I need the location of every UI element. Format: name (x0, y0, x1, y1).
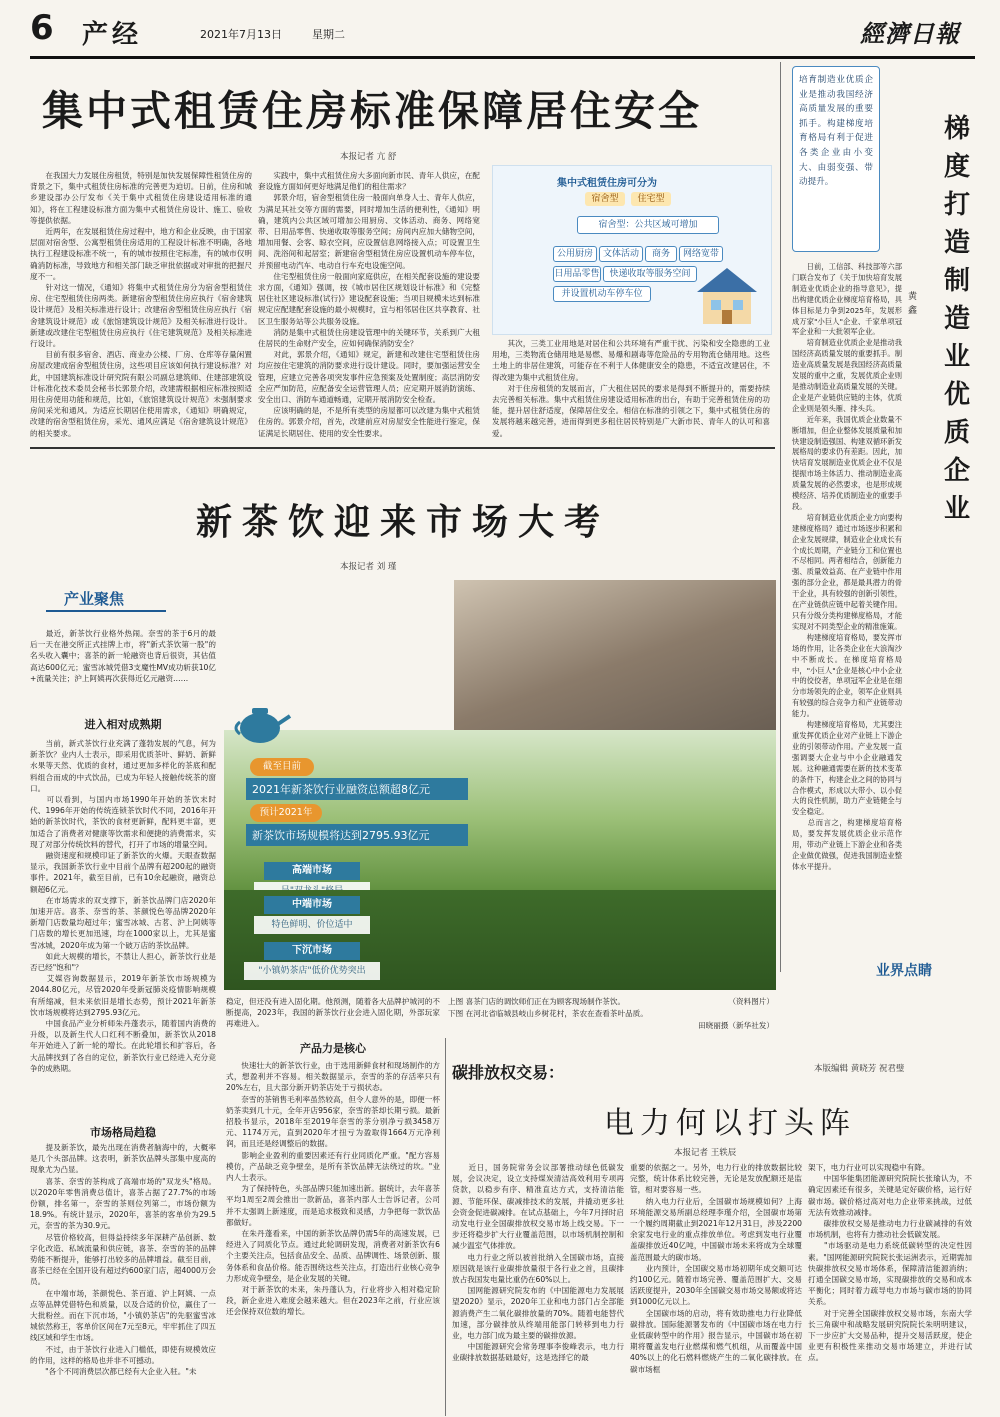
sidebar-quote-box (792, 66, 880, 252)
top-section-rule (30, 447, 775, 449)
facility-sports: 文体活动 (599, 246, 643, 262)
market-mid-desc: 特色鲜明、价位适中 (254, 916, 370, 934)
tea-column-2: 稳定，但还没有进入固化期。他预测，随着各大品牌护城河的不断提高，2023年，我国的新茶饮行业会进入固化期，外部玩家再难进入。 (226, 997, 440, 1029)
facility-retail: 日用品零售 (553, 266, 601, 282)
rental-column-1: 在我国大力发展住房租赁，特别是加快发展保障性租赁住房的背景之下，集中式租赁住房标准的完善更为迫切。日前，住房和城乡建设部办公厅发布《关于集中式租赁住房建设适用标准的通知》，将在工程建设标准方面为集中式租赁住房设计、施工、验收等提供依据。 近两年，在发展租赁住房过程中，地方和企业反映，由于国家层面对宿舍型、公寓型租赁住房适用的工程设计标准不明确，各地执行工程建设标准不统一，有的城市按照住宅标准，有的城市仅明确消防标准，导致地方和相关部门缺乏审批依据或对审批的把握尺度不一。 针对这一情况，《通知》将集中式租赁住房分为宿舍型租赁住房、住宅型租赁住房两类。新建宿舍型租赁住房应执行《宿舍建筑设计规范》及相关标准进行设计；改建宿舍型租赁住房应执行《宿舍建筑设计规范》或《旅馆建筑设计规范》及相关标准进行设计。新建或改建住宅型租赁住房应执行《住宅建筑规范》及相关标准进行设计。 目前有很多宿舍、酒店、商业办公楼、厂房、仓库等存量闲置房屋改建成宿舍型租赁住房，这些项目应该如何执行建设标准？对此，中国建筑标准设计研究院有限公司副总建筑师、住建部建筑设计标准化技术委员会秘书长郭景介绍，改建需根据相应标准按照适用住房使用功能和规范，比如，《旅馆建筑设计规范》未强制要求房间采光和通风。为适应长期居住使用需求，《通知》明确规定，改建的宿舍型租赁住房，采光、通风应满足《宿舍建筑设计规范》的相关要求。 (30, 171, 252, 438)
stat2-label: 预计2021年 (250, 804, 322, 822)
carbon-column-2: 重要的依据之一。另外，电力行业的排放数据比较完整，统计体系比较完善，无论是发放配额还是监管，相对要容易一些。 纳入电力行业后，全国碳市场规模如何？上海环境能源交易所副总经理李瑾介绍，全国碳市场第一个履约周期截止到2021年12月31日，涉及2200余家发电行业的重点排放单位。考虑到发电行业覆盖碳排放近40亿吨，中国碳市场未来将成为全球覆盖范围最大的碳市场。 业内预计，全国碳交易市场初期年成交额可达约100亿元。随着市场完善、覆盖范围扩大、交易活跃度提升，2030年全国碳交易市场交易额或将达到1000亿元以上。 全国碳市场的启动，将有效助推电力行业降低碳排放。国际能源署发布的《中国碳市场在电力行业低碳转型中的作用》报告显示，中国碳市场在初期将覆盖发电行业燃煤和燃气机组，从而覆盖中国40%以上的化石燃料燃烧产生的二氧化碳排放。在碳市场框 (630, 1163, 802, 1374)
rental-byline: 本报记者 亢 舒 (340, 152, 397, 162)
tea-subhead-mature: 进入相对成熟期 (84, 718, 162, 731)
carbon-byline: 本报记者 王轶辰 (674, 1148, 737, 1158)
sidebar-body: 日前，工信部、科技部等六部门联合发布了《关于加快培育发展制造业优质企业的指导意见》，提出构建优质企业梯度培育格局，具体目标是力争到2025年，发展形成万家"小巨人"企业、千家单项冠军企业和一大批领军企业。 培育制造业优质企业是推动我国经济高质量发展的重要抓手。制造业高质量发展是我国经济高质量发展的重中之重，发展优质企业则是推动制造业高质量发展的关键。企业是产业链供应链的主体，优质企业则是领头雁、排头兵。 近年来，我国优质企业数量不断增加，但企业整体发展质量和加快建设制造强国、构建双循环新发展格局的要求仍有差距。因此，加快培育发展制造业优质企业不仅是提振市场主体活力、推动制造业高质量发展的必然要求，也是形成规模经济、培养优质制造业的重要手段。 培育制造业优质企业方向要构建梯度格局？通过市场逐步积累和企业发展规律，制造业企业成长有个成长周期，产业链分工和位置也不尽相同。两者相结合，创新能力强、质量效益高、在产业链中作用强的部分企业，都是最具潜力的骨干企业，具有较强的创新引领性，在产业链供应链中起着关键作用。只有分级分类构建梯度格局，才能实现对不同类型企业的精准施策。 构建梯度培育格局，要发挥市场的作用，让各类企业在大浪淘沙中不断成长。在梯度培育格局中，"小巨人"企业是核心中小企业中的佼佼者，单项冠军企业是在细分市场领先的企业，领军企业则具有较强的综合竞争力和产业链带动能力。 构建梯度培育格局，尤其要注重发挥优质企业对产业链上下游企业的引领带动作用。产业发展一直强调要大企业与中小企业融通发展。这种融通需要在新的技术变革的条件下，构建企业之间的协同与合作模式，形成以大带小、以小促大的良性机制，助力产业链健全与安全稳定。 总而言之，构建梯度培育格局，要发挥发展优质企业示范作用，带动产业链上下游企业和各类企业做优做强，促进我国制造业整体水平提升。 (792, 262, 902, 871)
photo-caption-top-credit: （资料图片） (728, 997, 774, 1006)
tea-section-label-text: 产业聚焦 (64, 590, 125, 608)
facility-business: 商务 (645, 246, 677, 262)
market-high-title: 高端市场 (264, 862, 360, 880)
tea-section-label (46, 588, 166, 612)
tab-residential-type: 住宅型 (631, 192, 671, 206)
sidebar-author: 黄 鑫 (908, 292, 918, 316)
rental-infographic (492, 165, 772, 335)
photo-caption-bottom-credit: 田晓丽摄（新华社发） (698, 1021, 774, 1030)
rental-headline: 集中式租赁住房标准保障居住安全 (42, 87, 702, 135)
page-number: 6 (30, 8, 54, 48)
photo-caption-bottom: 下图 在河北省临城县岐山乡树花村，茶农在查看茶叶品质。 (448, 1009, 648, 1018)
tea-infographic-lower (224, 890, 776, 990)
sidebar-section-label: 业界点睛 (876, 963, 932, 979)
masthead-rule (30, 56, 975, 59)
stat1-label: 截至目前 (250, 758, 314, 776)
rental-infographic-title: 集中式租赁住房可分为 (557, 178, 657, 189)
facility-broadband: 网络宽带 (679, 246, 723, 262)
carbon-column-1: 近日，国务院常务会议部署推动绿色低碳发展，会议决定，设立支持煤炭清洁高效利用专项再贷款，以稳步有序、精准直达方式，支持清洁能源、节能环保、碳减排技术的发展，并撬动更多社会资金促进碳减排。在试点基础上，今年7月择时启动发电行业全国碳排放权交易市场上线交易。下一步还将稳步扩大行业覆盖范围，以市场机制控制和减少温室气体排放。 电力行业之所以被首批纳入全国碳市场，直接原因就是该行业碳排放量很于各行业之首，且碳排放占我国发电量比重仍在60%以上。 国网能源研究院发布的《中国能源电力发展展望2020》显示，2020年工业和电力部门占全部能源消费产生二氧化碳排放量的70%。随着电能替代加速，部分碳排放从终端用能部门转移到电力行业，电力部门成为最主要的碳排放源。 中国能源研究会常务理事李俊峰表示，电力行业碳排放数据基础最好，这是选择它的最 (452, 1163, 624, 1363)
facility-parking: 并设置机动车停车位 (553, 286, 651, 302)
photo-caption-top: 上图 喜茶门店的调饮师们正在为顾客现场制作茶饮。 (448, 997, 626, 1006)
tea-headline: 新茶饮迎来市场大考 (196, 501, 611, 543)
carbon-column-3: 架下，电力行业可以实现稳中有降。 中国华能集团能源研究院院长张瑜认为，不确定因素还有很多，关键是定好碳价格，运行好碳市场。碳价格过高对电力企业带来挑战，过低无法有效推动减排。 碳排放权交易是推动电力行业碳减排的有效市场机制，也将有力推动社会低碳发展。 "市场驱动是电力系统低碳转型的决定性因素。"国网能源研究院院长张运洲表示，近期需加快碳排放权交易市场体系，保障清洁能源消纳；打通全国碳交易市场，实现碳排放的交易和成本平衡化；同时着力疏导电力市场与碳市场的协同关系。 对于完善全国碳排放权交易市场，东南大学长三角碳中和战略发展研究院院长朱明明建议，下一步应扩大交易品种，提升交易活跃度，使企业更有积极性来推动交易市场建立，并进行试点。 (808, 1163, 972, 1363)
carbon-divider (445, 1038, 446, 1416)
sidebar-body-cont (792, 345, 970, 945)
carbon-headline: 电力何以打头阵 (604, 1106, 856, 1141)
tea-lede: 最近，新茶饮行业格外热闹。奈雪的茶于6月的最后一天在港交所正式挂牌上市，将"新式茶饮第一股"的名头收入囊中；喜茶的新一轮融资也背后很资，其估值高达600亿元；蜜雪冰城凭借3支魔性MV成功斩获10亿+流量关注；沪上阿姨再次获得近亿元融资…… (30, 629, 216, 683)
carbon-kicker: 碳排放权交易： (452, 1063, 565, 1082)
paper-logo: 經濟日報 (860, 19, 960, 48)
issue-date: 2021年7月13日 (200, 28, 282, 41)
issue-weekday: 星期二 (312, 28, 345, 41)
tea-column-1b: 提及新茶饮，最先出现在消费者脑海中的，大概率是几个头部品牌。这表明，新茶饮品牌头部集中度高的现象尤为凸显。 喜茶、奈雪的茶构成了高端市场的"双龙头"格局。以2020年零售消费总值计，喜茶占据了27.7%的市场份额，排名第一，奈雪的茶则位列第二，市场份额为18.9%。有统计显示，2020年，喜茶的客单价为29.5元，奈雪的茶为30.9元。 尽管价格较高，但得益持续多年深耕产品创新、数字化改造、私域流量和供应链，喜茶、奈雪的茶的品牌势能不断提升，能够打出较多的品牌增益。截至目前，喜茶已经在全国开设有超过约600家门店，超4000万会员。 在中端市场，茶颜悦色、茶百道、沪上阿姨、一点点等品牌凭借特色和质量，以及合适的价位，赢住了一大批粉丝。而在下沉市场，"小镇奶茶店"的先驱蜜雪冰城依然称王，客单价区间在7元至8元，牢牢抓住了四五线区域和学生市场。 不过，由于茶饮行业进入门槛低，即使有规模效应的作用，这样的格局也并非不可撼动。 "各个不同消费层次都已经有大企业入驻。"未 (30, 1143, 216, 1377)
stat1-text: 2021年新茶饮行业融资总额超8亿元 (246, 778, 468, 800)
sidebar-quote: 培育制造业优质企业是推动我国经济高质量发展的重要抓手。构建梯度培育格局有利于促进各类企业由小变大、由弱变强、带动提升。 (799, 75, 873, 188)
market-mid-title: 中端市场 (264, 896, 360, 914)
tea-subhead-market: 市场格局趋稳 (90, 1126, 156, 1139)
masthead (0, 0, 1000, 58)
sidebar-divider (780, 62, 781, 972)
rental-column-3: 其次，三类工业用地是对居住和公共环境有严重干扰、污染和安全隐患的工业用地，三类物流仓储用地是易燃、易爆和剧毒等危险品的专用物流仓储用地。这些土地上的非居住建筑，可能存在不利于人体健康安全的隐患，不适宜改建居住，不得改建为集中式租赁住房。 对于住房租赁的发展而言，广大租住居民的要求是得到不断提升的，需要持续去完善相关标准。集中式租赁住房建设适用标准的出台，有助于完善租赁住房的功能，提升居住舒适度，保障居住安全。相信在标准的引领之下，集中式租赁住房的发展将越来越完善，进而得到更多租住居民特别是广大新市民、青年人的认可和喜爱。 (492, 339, 770, 438)
tea-column-1: 当前，新式茶饮行业充满了蓬勃发展的气息，何为新茶饮？业内人士表示，即采用优质茶叶、鲜奶、新鲜水果等天然、优质的食材，通过更加多样化的茶底和配料组合而成的中式饮品，已成为年轻人接触传统茶的窗口。 可以看到，与国内市场1990年开始的茶饮末时代、1996年开始的传统连锁茶饮时代不同，2016年开始的新茶饮时代，茶饮的食材更新鲜，配料更丰富，更加适合了消费者对健康等饮需求和便捷的消费需求，实现了对部分传统饮料的替代，打开了市场的增量空间。 融资速度和规模印证了新茶饮的火爆。天眼查数据显示，我国新茶饮行业中目前个品牌有超200起的融资事件。2021年，截至目前，已有10余起融资，融资总额超6亿元。 在市场需求的双支撑下，新茶饮品牌门店2020年加速开店。喜茶、奈雪的茶、茶颜悦色等品牌2020年新增门店数量均超过年；蜜雪冰城、古茗、沪上阿姨等门店数的增长更加迅速，均在1000家以上，尤其是蜜雪冰城，2020年成为第一个破万店的茶饮品牌。 如此大规模的增长，不禁让人担心，新茶饮行业是否已经"饱和"？ 艾媒咨询数据显示，2019年新茶饮市场规模为2044.80亿元，尽管2020年受新冠肺炎疫情影响规模有所缩减，但未来依旧是增长态势，预计2021年新茶饮市场规模将达到2795.93亿元。 中国食品产业分析师朱丹蓬表示，随着国内消费的升级，以及新生代人口红利不断叠加，新茶饮从2018年开始进入了新一轮的增长。在此轮增长和扩容后，各大品牌找到了各自的定位，新茶饮行业已经进入充分竞争的成熟期。 (30, 739, 216, 1073)
house-illustration (689, 262, 765, 328)
rental-column-2: 实践中，集中式租赁住房大多面向新市民、青年人供应，在配套设施方面如何更好地满足他们的租住需求？ 郭景介绍，宿舍型租赁住房一般面向单身人士、青年人供应，为满足其社交等方面的需要，同时增加生活的便利性，《通知》明确，建筑内公共区域可增加公用厨房、文体活动、商务、网络宽带、日用品零售、快递收取等服务空间；房间内应加大储物空间，增加用餐、会客、晾衣空间，应设置信息网络接入点；可设置卫生间、洗浴间和起居室；新建宿舍型租赁住房应设置机动车停车位，并预留电动汽车、电动自行车充电设施空间。 住宅型租赁住房一般面向家庭供应，在相关配套设施的建设要求方面，《通知》强调，按《城市居住区规划设计标准》和《完整居住社区建设标准(试行)》建设配套设施；当项目规模未达到标准规定应配建配套设施的最小规模时，宜与相邻居住区共享教育、社区卫生服务站等公共服务设施。 消防是集中式租赁住房建设管理中的关键环节，关系到广大租住居民的生命财产安全，应如何确保消防安全？ 对此，郭景介绍，《通知》规定，新建和改建住宅型租赁住房均应按住宅建筑的消防要求进行设计建设。同时，要加强运营安全管理，应建立完善各项突发事件应急预案及处置制度；高层消防安全应严加防范，应配备安全运营管理人员；应定期开展消防演练、安全出口、消防车通道畅通，定期开展消防安全检查。 应该明确的是，不是所有类型的房屋都可以改建为集中式租赁住房的。郭景介绍，首先，改建前应对房屋安全性能进行鉴定，保证满足长期居住、使用的安全性要求。 (258, 171, 480, 438)
section-name: 产经 (82, 20, 143, 50)
tea-byline: 本报记者 刘 瑾 (340, 562, 397, 572)
sidebar-headline: 梯度打造制造业优质企业 (943, 114, 970, 524)
editors-credit: 本版编辑 黄晓芳 祝君璧 (814, 1064, 905, 1074)
tea-subhead-product: 产品力是核心 (300, 1042, 366, 1055)
facility-delivery: 快递收取等服务空间 (603, 266, 697, 282)
tab-dorm-type: 宿舍型 (585, 192, 625, 206)
dorm-label: 宿舍型：公共区域可增加 (577, 216, 719, 234)
stat2-text: 新茶饮市场规模将达到2795.93亿元 (246, 824, 468, 846)
teapot-icon (232, 700, 292, 746)
market-low-desc: "小镇奶茶店"低价优势突出 (244, 962, 380, 980)
facility-kitchen: 公用厨房 (553, 246, 597, 262)
market-low-title: 下沉市场 (264, 942, 360, 960)
tea-column-2b: 快速壮大的新茶饮行业，由于选用新鲜食材和现场制作的方式，想盈利并不容易。相关数据显示，奈雪的茶的存活率只有20%左右，且大部分新开奶茶店处于亏损状态。 奈雪的茶销售毛利率虽然较高，但令人意外的是，即便一杯奶茶卖到几十元，全年开店956家，奈雪的茶却长期亏损。最新招股书显示，2018年至2019年奈雪的茶分别净亏损3458万元、1174万元，直到2020年才扭亏为盈取得1664万元净利润，而且还是经调整后的数据。 影响企业盈利的重要因素还有行业同质化严重。"配方容易模仿，产品缺乏竞争壁垒，是所有茶饮品牌无法绕过的坎。"业内人士表示。 为了保持特色，头部品牌只能加速出新。据统计，去年喜茶平均1周至2周会推出一款新品，喜茶内部人士告诉记者，公司并不太强调上新速度，而是追求极致和灵感，力争把每一款饮品都做好。 在朱丹蓬看来，中国的新茶饮品牌仍需5年的高速发展，已经进入了同质化节点。通过此轮调研发现，消费者对新茶饮有6个主要关注点，包括食品安全、品质、品牌调性、场景创新、服务体系和食品价格。能否围绕这些关注点，打造出行业核心竞争力形成竞争壁垒，是企业发展的关键。 对于新茶饮的未来，朱丹蓬认为，行业将步入相对稳定阶段，新企业进入难度会越来越大。但在2023年之前，行业应该还会保持双位数的增长。 (226, 1061, 440, 1317)
